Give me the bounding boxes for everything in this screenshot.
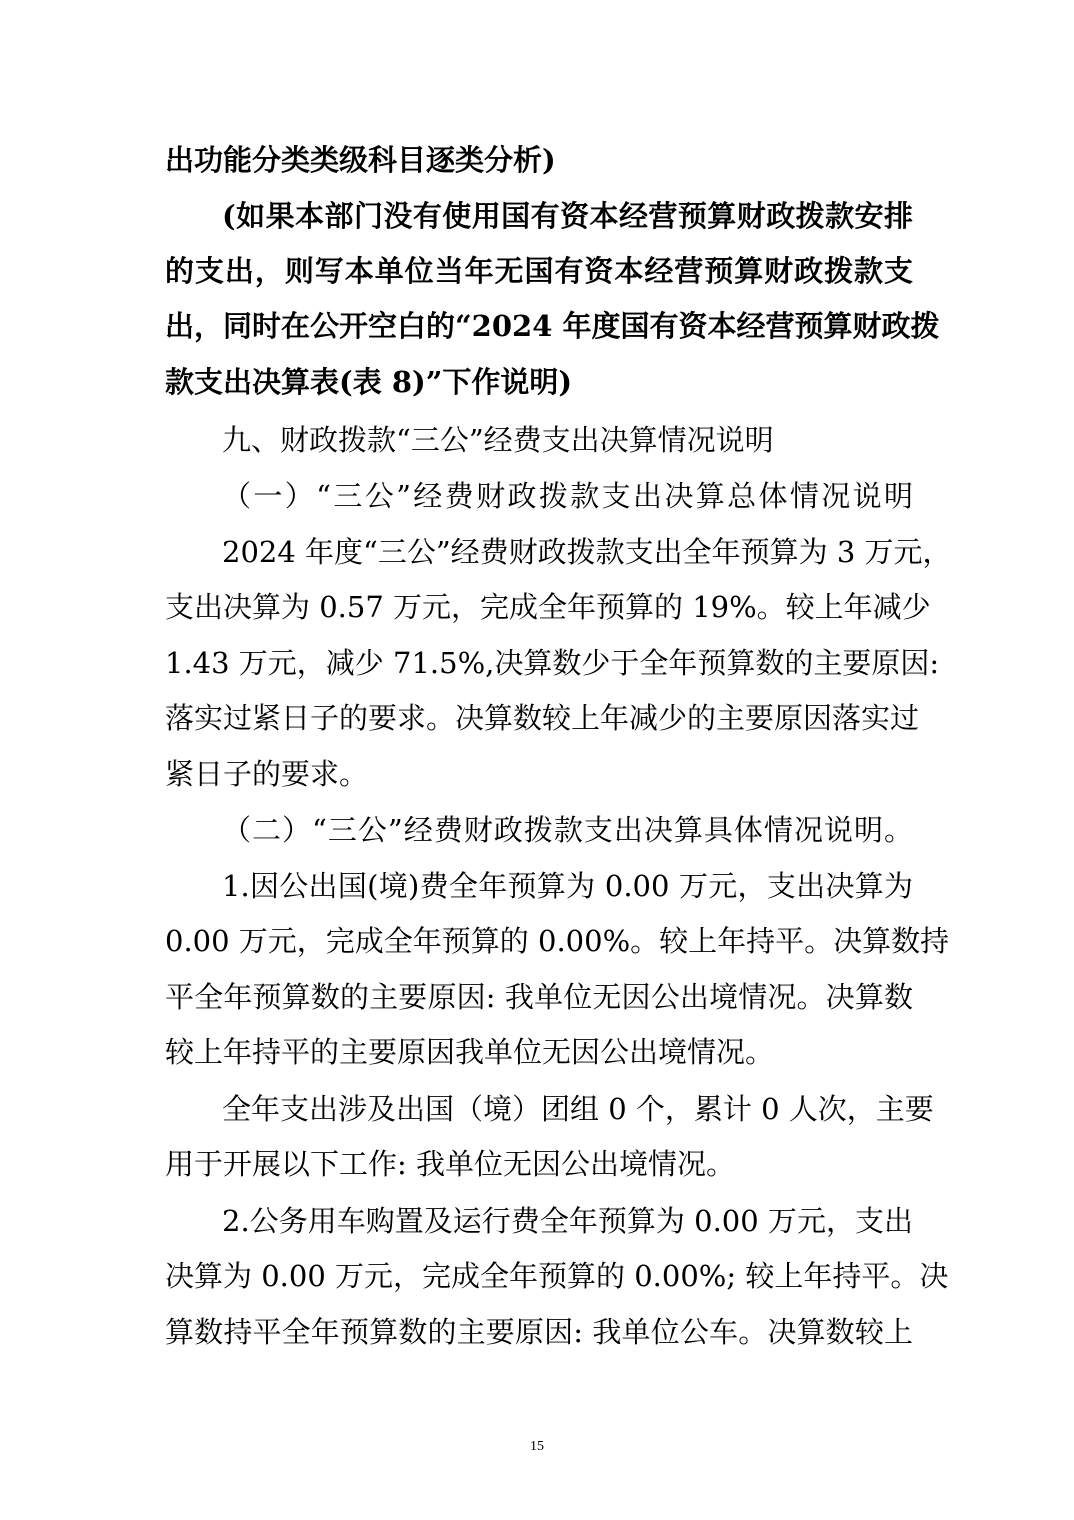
text-line-11: 落实过紧日子的要求。决算数较上年减少的主要原因落实过 xyxy=(165,701,920,735)
subsection-heading-1: （一）“三公”经费财政拨款支出决算总体情况说明 xyxy=(222,479,913,513)
text-line-8: 2024 年度“三公”经费财政拨款支出全年预算为 3 万元， xyxy=(222,535,952,569)
text-line-19: 用于开展以下工作: 我单位无因公出境情况。 xyxy=(165,1147,735,1181)
text-line-20: 2.公务用车购置及运行费全年预算为 0.00 万元，支出 xyxy=(222,1204,913,1238)
text-line-22: 算数持平全年预算数的主要原因: 我单位公车。决算数较上 xyxy=(165,1315,913,1349)
text-line-5: 款支出决算表(表 8)”下作说明) xyxy=(165,365,573,399)
text-line-12: 紧日子的要求。 xyxy=(165,757,369,791)
text-line-14: 1.因公出国(境)费全年预算为 0.00 万元，支出决算为 xyxy=(222,869,913,903)
text-line-9: 支出决算为 0.57 万元，完成全年预算的 19%。较上年减少 xyxy=(165,590,931,624)
text-line-3: 的支出，则写本单位当年无国有资本经营预算财政拨款支 xyxy=(165,254,913,288)
text-line-16: 平全年预算数的主要原因: 我单位无因公出境情况。决算数 xyxy=(165,980,913,1014)
page-number: 15 xyxy=(530,1439,544,1454)
text-line-2: (如果本部门没有使用国有资本经营预算财政拨款安排 xyxy=(222,199,913,233)
text-line-21: 决算为 0.00 万元，完成全年预算的 0.00%; 较上年持平。决 xyxy=(165,1259,949,1293)
section-heading-9: 九、财政拨款“三公”经费支出决算情况说明 xyxy=(222,423,774,457)
text-line-17: 较上年持平的主要原因我单位无因公出境情况。 xyxy=(165,1035,775,1069)
text-line-1: 出功能分类类级科目逐类分析) xyxy=(165,143,556,177)
text-line-4: 出，同时在公开空白的“2024 年度国有资本经营预算财政拨 xyxy=(165,309,940,343)
text-line-18: 全年支出涉及出国（境）团组 0 个，累计 0 人次，主要 xyxy=(222,1092,934,1126)
text-line-10: 1.43 万元，减少 71.5%,决算数少于全年预算数的主要原因: xyxy=(165,646,940,680)
text-line-15: 0.00 万元，完成全年预算的 0.00%。较上年持平。决算数持 xyxy=(165,924,950,958)
subsection-heading-2: （二）“三公”经费财政拨款支出决算具体情况说明。 xyxy=(222,813,913,847)
